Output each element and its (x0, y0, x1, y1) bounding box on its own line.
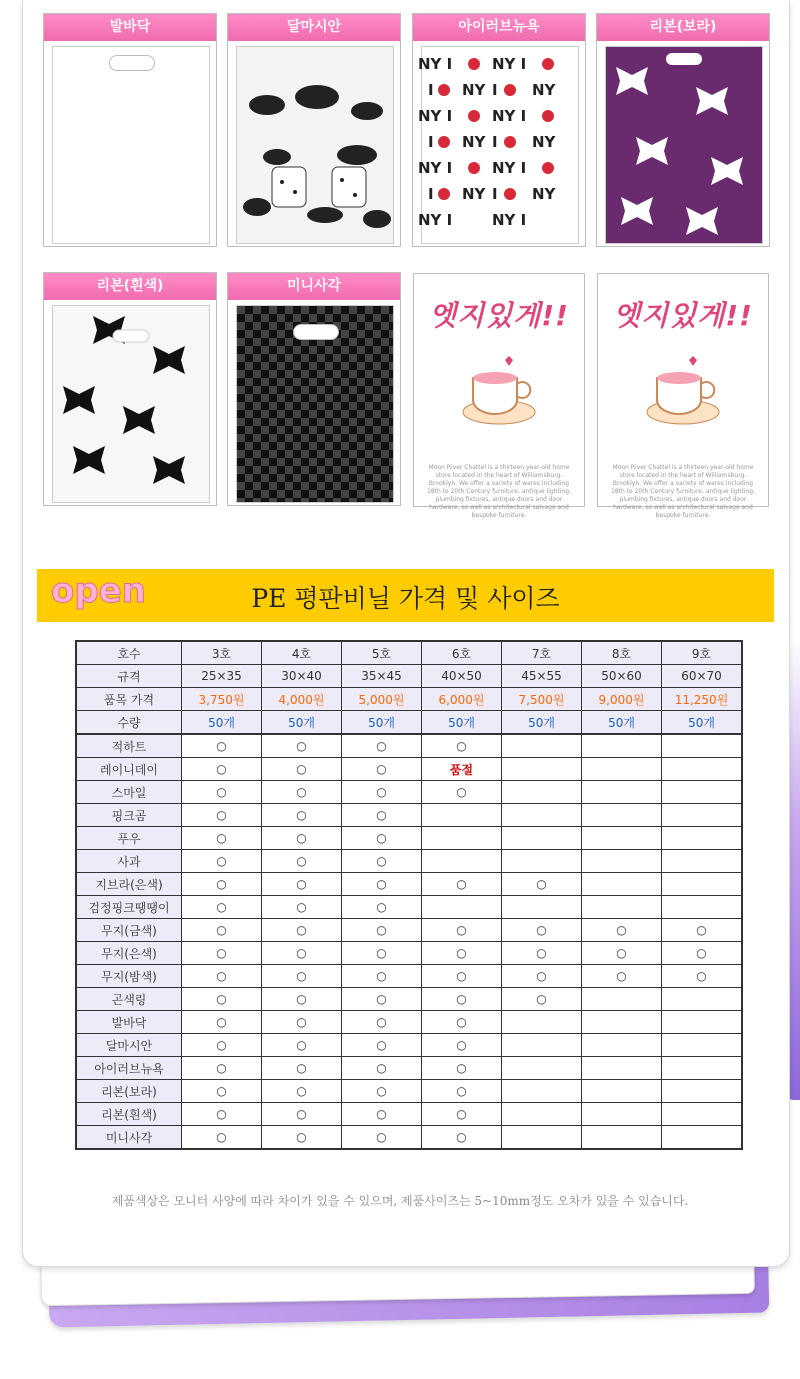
table-cell: ○ (182, 988, 262, 1011)
ribbon-purple-pattern-icon (606, 47, 762, 243)
table-cell: ○ (182, 1103, 262, 1126)
row-label: 무지(밤색) (76, 965, 182, 988)
table-cell (582, 734, 662, 758)
svg-text:NY: NY (532, 133, 556, 151)
table-cell: ○ (342, 942, 422, 965)
table-row (76, 1103, 742, 1126)
table-cell (662, 758, 743, 781)
table-cell: ○ (262, 1011, 342, 1034)
row-label: 아이러브뉴욕 (76, 1057, 182, 1080)
row-label: 사과 (76, 850, 182, 873)
svg-text:NY I: NY I (418, 107, 453, 125)
dalmatian-pattern-icon (237, 47, 393, 243)
product-label: 발바닥 (44, 14, 216, 41)
table-cell: 5호 (342, 641, 422, 665)
table-cell (502, 850, 582, 873)
table-cell (662, 734, 743, 758)
table-spec-row (76, 665, 742, 688)
table-cell: ○ (262, 1057, 342, 1080)
row-label: 스마일 (76, 781, 182, 804)
table-cell: ○ (182, 1080, 262, 1103)
table-cell: ○ (342, 781, 422, 804)
table-cell: ○ (182, 850, 262, 873)
table-row (76, 827, 742, 850)
table-cell: ○ (262, 734, 342, 758)
table-cell (502, 734, 582, 758)
table-cell: ○ (182, 1126, 262, 1150)
table-cell: ○ (342, 804, 422, 827)
table-cell: ○ (342, 896, 422, 919)
table-cell (422, 804, 502, 827)
svg-text:NY I: NY I (492, 107, 527, 125)
row-label: 리본(흰색) (76, 1103, 182, 1126)
table-price-row (76, 688, 742, 711)
table-cell (582, 1011, 662, 1034)
table-cell: ○ (182, 942, 262, 965)
table-header-row (76, 641, 742, 665)
table-cell: ○ (262, 988, 342, 1011)
table-row (76, 1080, 742, 1103)
table-cell: 8호 (582, 641, 662, 665)
table-cell: ○ (262, 1103, 342, 1126)
svg-text:NY: NY (532, 185, 556, 203)
section-banner (37, 569, 774, 622)
table-cell (422, 896, 502, 919)
table-cell: ○ (422, 1011, 502, 1034)
table-cell (582, 1034, 662, 1057)
product-image-dalmatian (236, 46, 394, 244)
table-cell (582, 1057, 662, 1080)
table-cell: ○ (342, 1080, 422, 1103)
table-cell (502, 804, 582, 827)
product-card-ribbon-purple[interactable] (596, 13, 770, 247)
table-cell: ○ (342, 873, 422, 896)
table-cell: ○ (262, 850, 342, 873)
table-cell: 6호 (422, 641, 502, 665)
table-cell: ○ (422, 1034, 502, 1057)
table-row (76, 758, 742, 781)
svg-text:NY I: NY I (492, 211, 527, 229)
teacup-fine-print: Moon River Chattel is a thirteen-year-old home store located in the heart of Williamsburg, Brooklyn. We offer a variety of wares including 18th to 20th Century furniture, antique lighting, plumbing fixtures, antique doors and door hardware, as well as architectural salvage and bespoke furniture. (426, 464, 572, 519)
row-label: 품목 가격 (76, 688, 182, 711)
table-cell: 5,000원 (342, 688, 422, 711)
table-cell: ○ (662, 919, 743, 942)
table-cell: ○ (262, 827, 342, 850)
table-cell: ○ (262, 758, 342, 781)
product-label: 리본(보라) (597, 14, 769, 41)
table-cell: 4,000원 (262, 688, 342, 711)
table-cell: 4호 (262, 641, 342, 665)
table-cell: ○ (502, 919, 582, 942)
table-cell (582, 1080, 662, 1103)
table-cell: ○ (582, 919, 662, 942)
table-cell: ○ (502, 942, 582, 965)
table-cell: ○ (422, 1103, 502, 1126)
table-cell: ○ (342, 850, 422, 873)
table-cell: ○ (262, 965, 342, 988)
table-cell: 30×40 (262, 665, 342, 688)
table-cell: ○ (422, 1126, 502, 1150)
table-cell: ○ (342, 919, 422, 942)
table-cell: ○ (182, 804, 262, 827)
table-cell: 11,250원 (662, 688, 743, 711)
ilovenewyork-pattern-icon (418, 47, 578, 243)
svg-text:I: I (492, 81, 498, 99)
table-cell: ○ (422, 781, 502, 804)
row-label: 호수 (76, 641, 182, 665)
table-cell: ○ (262, 1034, 342, 1057)
svg-text:NY I: NY I (418, 159, 453, 177)
section-title: PE 평판비닐 가격 및 사이즈 (251, 584, 560, 613)
table-cell (582, 827, 662, 850)
table-cell: 품절 (422, 758, 502, 781)
table-cell: 7호 (502, 641, 582, 665)
table-cell: ○ (262, 873, 342, 896)
table-cell: 35×45 (342, 665, 422, 688)
row-label: 검정핑크땡땡이 (76, 896, 182, 919)
table-cell: ○ (182, 965, 262, 988)
table-row (76, 896, 742, 919)
table-cell: ○ (422, 919, 502, 942)
ribbon-white-pattern-icon (53, 306, 209, 502)
product-label: 아이러브뉴욕 (413, 14, 585, 41)
table-cell: ○ (262, 804, 342, 827)
table-cell (582, 896, 662, 919)
table-cell: ○ (342, 1103, 422, 1126)
teacup-icon (459, 354, 539, 434)
svg-text:NY: NY (462, 185, 486, 203)
teacup-fine-print: Moon River Chattel is a thirteen-year-old home store located in the heart of Williamsburg, Brooklyn. We offer a variety of wares including 18th to 20th Century furniture, antique lighting, plumbing fixtures, antique doors and door hardware, as well as architectural salvage and bespoke furniture. (610, 464, 756, 519)
table-cell: ○ (262, 896, 342, 919)
table-cell: 25×35 (182, 665, 262, 688)
table-cell (502, 1011, 582, 1034)
product-card-mini-square[interactable] (227, 272, 401, 506)
table-cell (662, 1057, 743, 1080)
table-cell (582, 758, 662, 781)
table-cell: ○ (502, 988, 582, 1011)
table-row (76, 1126, 742, 1150)
table-cell (502, 1103, 582, 1126)
table-cell: ○ (262, 1126, 342, 1150)
table-cell: 50개 (662, 711, 743, 735)
table-cell: ○ (342, 1126, 422, 1150)
table-cell: ○ (262, 1080, 342, 1103)
svg-text:NY I: NY I (418, 211, 453, 229)
table-cell: 3호 (182, 641, 262, 665)
row-label: 수량 (76, 711, 182, 735)
table-cell: 3,750원 (182, 688, 262, 711)
table-cell: 50개 (182, 711, 262, 735)
table-qty-row (76, 711, 742, 735)
table-cell: ○ (342, 758, 422, 781)
table-cell (662, 804, 743, 827)
row-label: 무지(금색) (76, 919, 182, 942)
table-cell (582, 1126, 662, 1150)
table-cell (582, 988, 662, 1011)
table-row (76, 1034, 742, 1057)
table-cell (662, 1080, 743, 1103)
table-cell (582, 781, 662, 804)
table-cell (662, 1034, 743, 1057)
row-label: 규격 (76, 665, 182, 688)
svg-text:NY I: NY I (492, 159, 527, 177)
table-row (76, 965, 742, 988)
row-label: 레이니데이 (76, 758, 182, 781)
table-cell: ○ (182, 827, 262, 850)
row-label: 곤색링 (76, 988, 182, 1011)
table-cell (662, 850, 743, 873)
table-cell: ○ (182, 1034, 262, 1057)
svg-text:I: I (428, 133, 434, 151)
table-cell: ○ (262, 781, 342, 804)
svg-text:I: I (428, 185, 434, 203)
table-cell: ○ (502, 965, 582, 988)
table-cell: 45×55 (502, 665, 582, 688)
table-row (76, 781, 742, 804)
table-cell: ○ (182, 781, 262, 804)
table-cell: 50개 (582, 711, 662, 735)
table-row (76, 1011, 742, 1034)
table-cell: ○ (422, 873, 502, 896)
table-cell (502, 827, 582, 850)
table-cell (502, 1057, 582, 1080)
table-cell: ○ (422, 1057, 502, 1080)
table-row (76, 988, 742, 1011)
table-cell (422, 850, 502, 873)
table-cell: ○ (182, 758, 262, 781)
svg-text:I: I (492, 133, 498, 151)
table-cell: 50개 (502, 711, 582, 735)
table-cell: ○ (422, 942, 502, 965)
table-cell: 50개 (342, 711, 422, 735)
table-cell: ○ (342, 965, 422, 988)
svg-text:NY I: NY I (492, 55, 527, 73)
table-cell (502, 1034, 582, 1057)
table-cell: ○ (342, 1034, 422, 1057)
table-row (76, 873, 742, 896)
table-cell: ○ (342, 1011, 422, 1034)
row-label: 지브라(은색) (76, 873, 182, 896)
table-cell (502, 1080, 582, 1103)
row-label: 핑크곰 (76, 804, 182, 827)
table-cell: ○ (422, 965, 502, 988)
table-cell (662, 896, 743, 919)
table-cell (422, 827, 502, 850)
product-card-dalmatian[interactable] (227, 13, 401, 247)
product-label: 달마시안 (228, 14, 400, 41)
table-cell (582, 1103, 662, 1126)
table-row (76, 919, 742, 942)
product-image-ribbon-purple (605, 46, 763, 244)
table-cell (662, 873, 743, 896)
product-image-mini-square (236, 305, 394, 503)
table-cell (502, 758, 582, 781)
table-cell: ○ (182, 1057, 262, 1080)
product-label: 리본(흰색) (44, 273, 216, 300)
table-cell (662, 1103, 743, 1126)
table-cell: ○ (662, 942, 743, 965)
table-cell: ○ (182, 873, 262, 896)
row-label: 미니사각 (76, 1126, 182, 1150)
table-cell: ○ (182, 734, 262, 758)
table-cell: 50×60 (582, 665, 662, 688)
row-label: 푸우 (76, 827, 182, 850)
product-image-leopard (52, 46, 210, 244)
table-cell: ○ (582, 965, 662, 988)
product-label: 미니사각 (228, 273, 400, 300)
table-cell: 7,500원 (502, 688, 582, 711)
table-cell: 9호 (662, 641, 743, 665)
table-cell: 50개 (262, 711, 342, 735)
svg-text:NY: NY (462, 133, 486, 151)
row-label: 적하트 (76, 734, 182, 758)
table-cell: ○ (422, 988, 502, 1011)
table-cell (502, 781, 582, 804)
table-cell: ○ (342, 1057, 422, 1080)
teacup-icon (643, 354, 723, 434)
table-cell: ○ (422, 1080, 502, 1103)
table-row (76, 850, 742, 873)
row-label: 달마시안 (76, 1034, 182, 1057)
svg-text:NY: NY (532, 81, 556, 99)
table-cell: 6,000원 (422, 688, 502, 711)
product-card-teacup-2[interactable] (597, 273, 769, 519)
svg-text:I: I (492, 185, 498, 203)
table-cell (582, 804, 662, 827)
table-row (76, 942, 742, 965)
product-image-ilovenewyork (418, 46, 579, 244)
table-cell: 60×70 (662, 665, 743, 688)
product-card-balbadak[interactable] (43, 13, 217, 247)
table-cell (582, 850, 662, 873)
table-cell: 50개 (422, 711, 502, 735)
table-cell (662, 827, 743, 850)
table-row (76, 1057, 742, 1080)
table-cell (662, 988, 743, 1011)
table-cell: ○ (662, 965, 743, 988)
table-cell (662, 1011, 743, 1034)
svg-text:NY I: NY I (418, 55, 453, 73)
price-size-table (75, 640, 743, 1150)
product-image-ribbon-white (52, 305, 210, 503)
table-cell: ○ (342, 827, 422, 850)
table-cell (582, 873, 662, 896)
product-card-teacup[interactable] (413, 273, 585, 519)
table-cell: ○ (182, 896, 262, 919)
teacup-slogan: 엣지있게!! (613, 299, 753, 332)
table-cell: ○ (502, 873, 582, 896)
table-cell (662, 1126, 743, 1150)
table-cell: ○ (182, 919, 262, 942)
table-cell (502, 896, 582, 919)
table-cell: 9,000원 (582, 688, 662, 711)
table-cell: ○ (262, 942, 342, 965)
row-label: 무지(은색) (76, 942, 182, 965)
table-cell: ○ (342, 734, 422, 758)
disclaimer-note: 제품색상은 모니터 사양에 따라 차이가 있을 수 있으며, 제품사이즈는 5~10mm정도 오차가 있을 수 있습니다. (111, 1194, 689, 1208)
table-cell: 40×50 (422, 665, 502, 688)
table-cell: ○ (182, 1011, 262, 1034)
table-cell: ○ (262, 919, 342, 942)
open-badge: open (51, 571, 146, 611)
row-label: 발바닥 (76, 1011, 182, 1034)
product-card-ribbon-white[interactable] (43, 272, 217, 506)
product-card-ilovenewyork[interactable] (412, 13, 586, 247)
table-cell (662, 781, 743, 804)
table-cell: ○ (422, 734, 502, 758)
svg-text:NY: NY (462, 81, 486, 99)
teacup-slogan: 엣지있게!! (429, 299, 569, 332)
row-label: 리본(보라) (76, 1080, 182, 1103)
table-cell: ○ (342, 988, 422, 1011)
table-cell (502, 1126, 582, 1150)
table-row (76, 734, 742, 758)
svg-text:I: I (428, 81, 434, 99)
table-row (76, 804, 742, 827)
table-cell: ○ (582, 942, 662, 965)
